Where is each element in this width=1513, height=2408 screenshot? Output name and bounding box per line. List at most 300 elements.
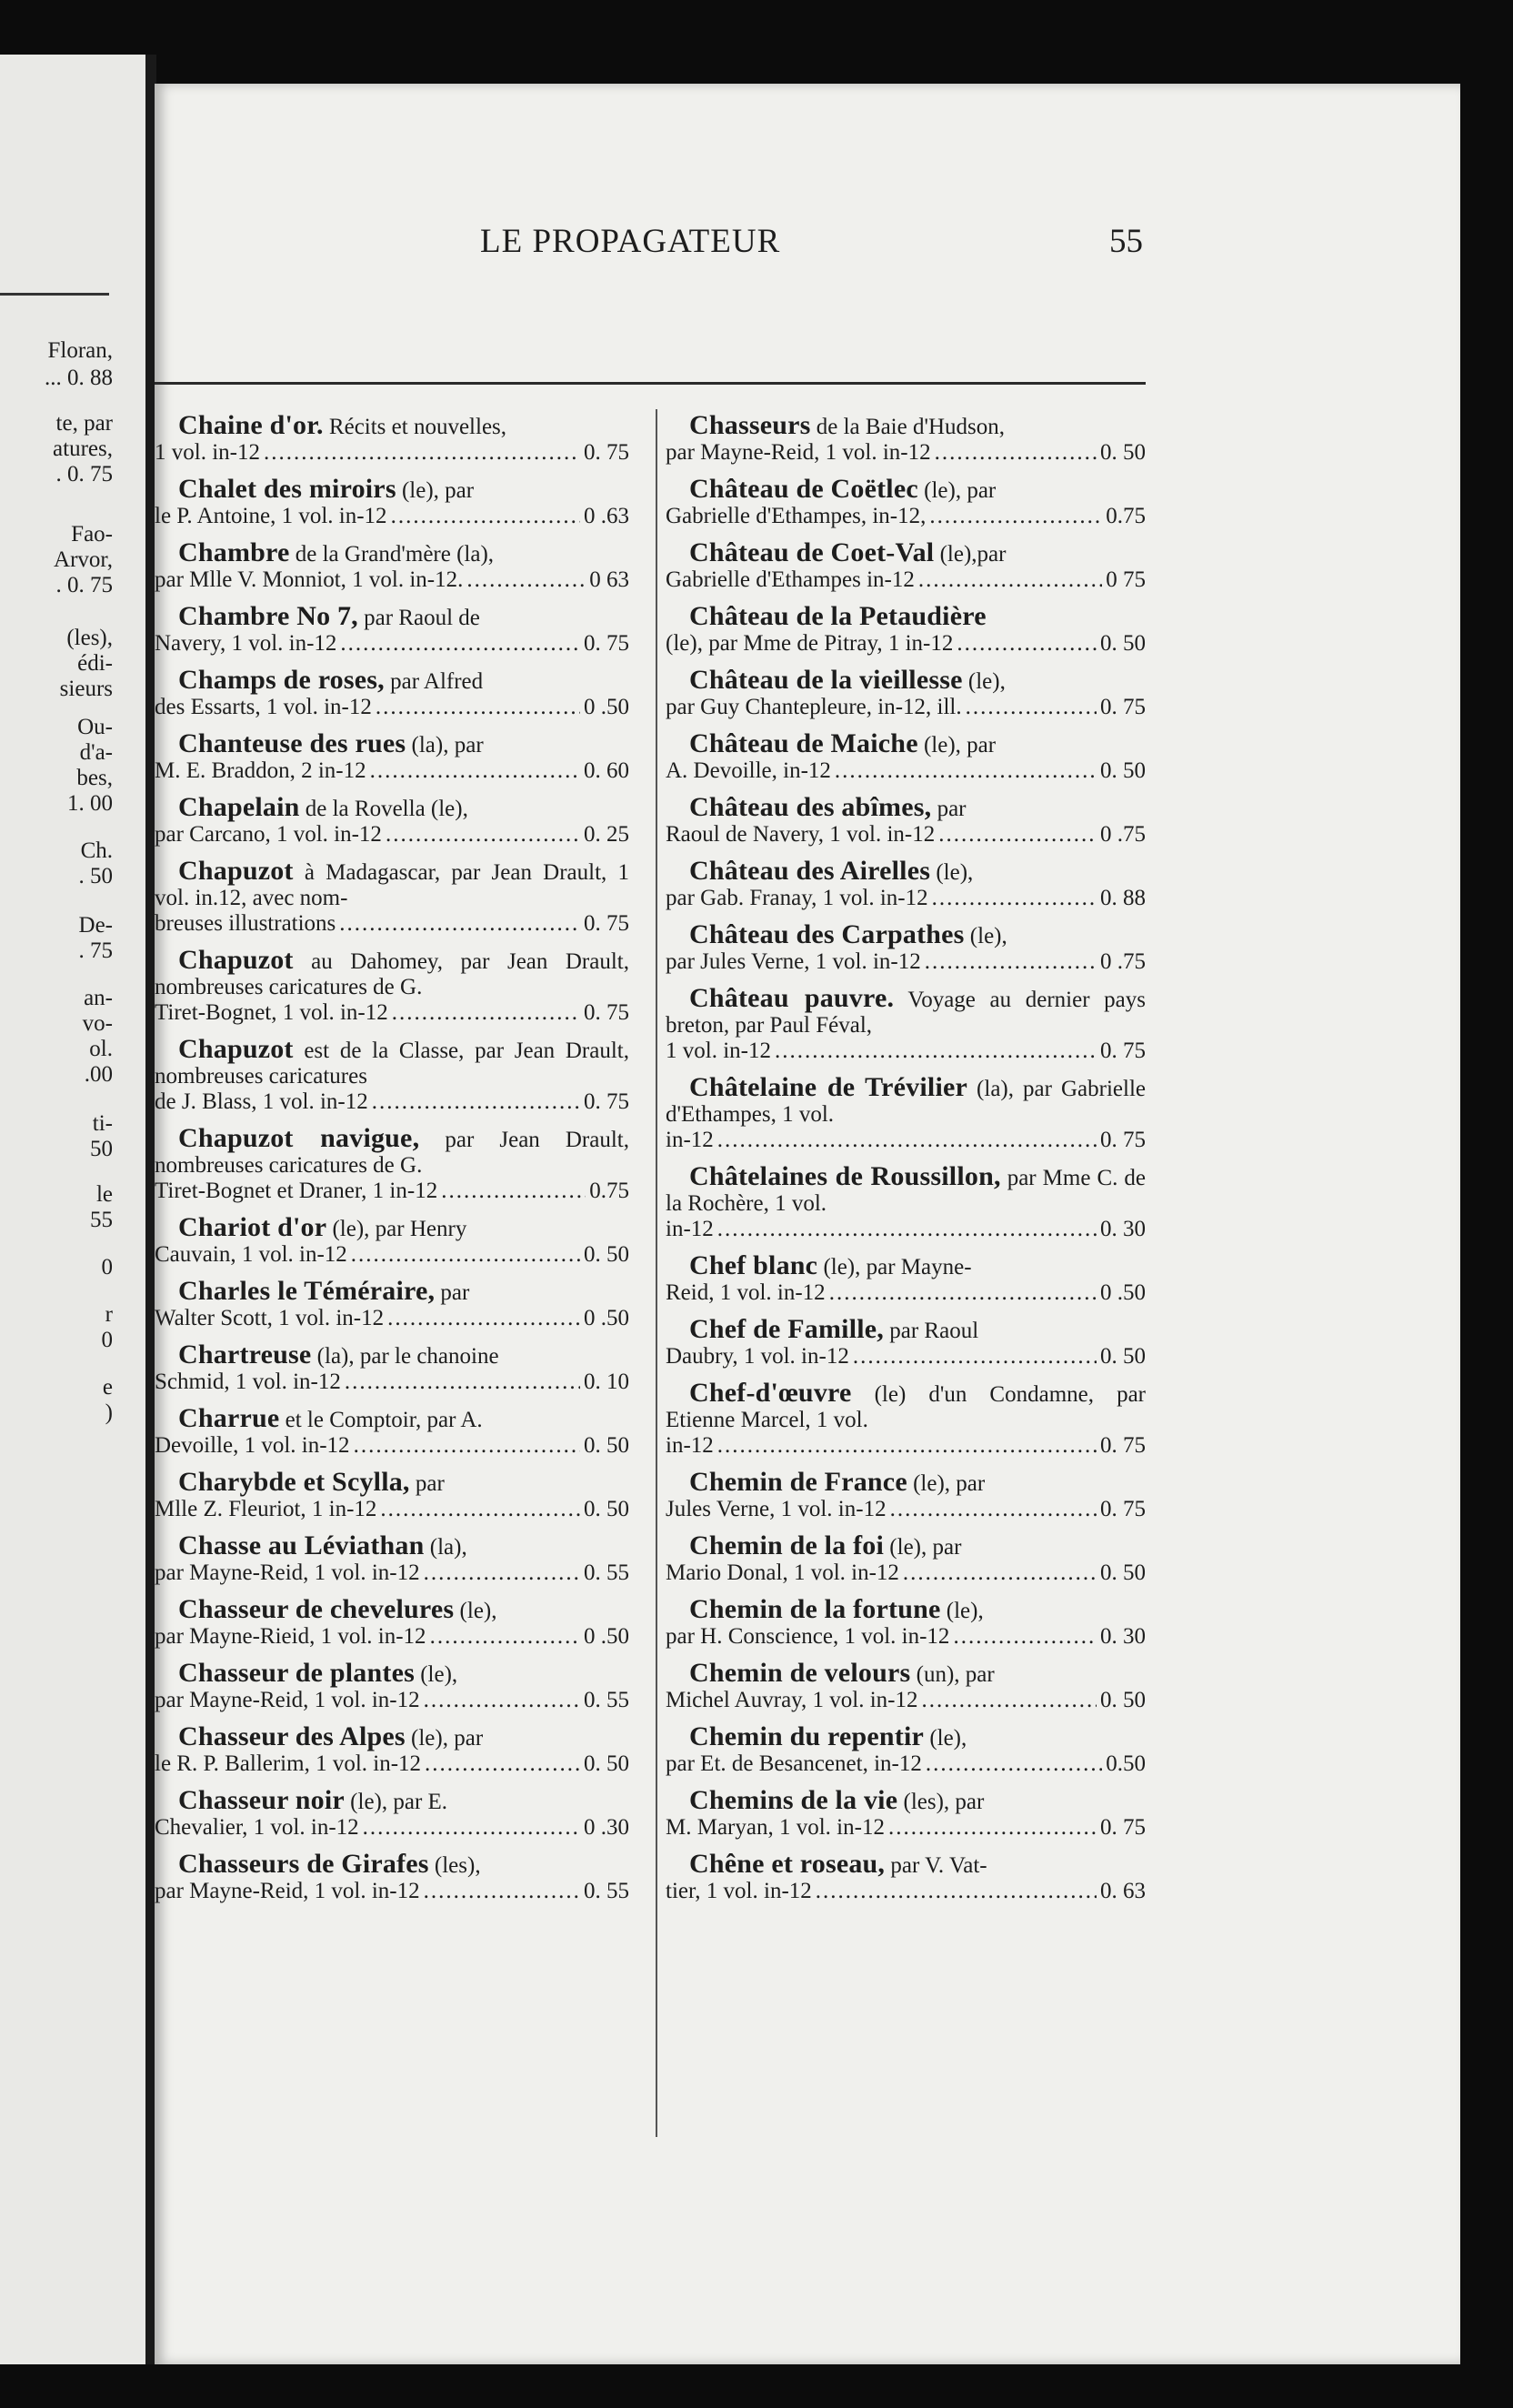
entry-description [155, 1123, 629, 1179]
entry-price-line [155, 1815, 629, 1841]
leader-dots [775, 1038, 1097, 1064]
entry-price: 0. 50 [1100, 440, 1146, 465]
catalog-entry [155, 601, 629, 657]
leader-dots [340, 631, 580, 657]
left-column [155, 410, 629, 1915]
leader-dots [264, 440, 580, 466]
entry-format: des Essarts, 1 vol. in-12 [155, 695, 372, 719]
entry-format: le R. P. Ballerim, 1 vol. in-12 [155, 1751, 422, 1776]
entry-title: Chasseur noir [178, 1785, 345, 1815]
entry-price: 0. 75 [1100, 695, 1146, 719]
facing-page-line: le [95, 1182, 113, 1207]
entry-description [155, 728, 629, 758]
entry-price: 0. 75 [1100, 1497, 1146, 1521]
entry-description [155, 1851, 629, 1879]
catalog-entry [155, 1467, 629, 1522]
leader-dots [376, 695, 580, 720]
entry-price-line [155, 1000, 629, 1026]
entry-title: Chapelain [178, 792, 300, 822]
leader-dots [829, 1280, 1097, 1306]
entry-price-line [666, 758, 1146, 784]
entry-title: Chasseur de chevelures [178, 1594, 455, 1624]
entry-format: par H. Conscience, 1 vol. in-12 [666, 1624, 950, 1649]
entry-price-line [666, 631, 1146, 657]
entry-price-line [666, 1128, 1146, 1153]
facing-page-line: . 75 [78, 938, 113, 963]
entry-price-line [666, 1688, 1146, 1713]
catalog-entry [666, 601, 1146, 657]
leader-dots [441, 1179, 586, 1204]
entry-description [155, 945, 629, 1000]
entry-title: Chapuzot navigue, [178, 1123, 420, 1153]
catalog-entry [155, 1530, 629, 1586]
facing-page-line: 0 [101, 1328, 113, 1352]
entry-price: 0. 75 [1100, 1128, 1146, 1152]
entry-details: (le), [964, 924, 1007, 948]
leader-dots [835, 758, 1097, 784]
entry-price-line [155, 1242, 629, 1268]
leader-dots [903, 1560, 1097, 1586]
entry-format: par Mayne-Reid, 1 vol. in-12 [155, 1688, 420, 1712]
entry-price-line [155, 822, 629, 848]
entry-price: 0. 50 [584, 1497, 629, 1521]
entry-details: (le), par [917, 733, 997, 758]
entry-title: Chemins de la vie [689, 1785, 898, 1815]
entry-title: Chef-d'œuvre [689, 1378, 852, 1408]
entry-details: de la Grand'mère (la), [289, 542, 495, 567]
entry-price: 0. 50 [1100, 1344, 1146, 1369]
entry-title: Charrue [178, 1403, 280, 1433]
entry-details: (la), [424, 1535, 467, 1560]
entry-description [666, 1721, 1146, 1751]
entry-price-line [155, 1370, 629, 1395]
facing-page-line: 50 [90, 1137, 113, 1161]
entry-price: 0 .75 [1100, 822, 1146, 847]
entry-details: par [435, 1280, 470, 1305]
entry-title: Chapuzot [178, 856, 294, 886]
entry-details: (le), par Mayne- [817, 1255, 972, 1279]
leader-dots [717, 1433, 1097, 1459]
entry-details: par V. Vat- [885, 1853, 987, 1878]
catalog-entry [666, 1785, 1146, 1841]
entry-description [666, 410, 1146, 440]
facing-page-fragment [0, 55, 145, 2364]
leader-dots [816, 1879, 1097, 1904]
entry-title: Chapuzot [178, 1034, 294, 1064]
entry-price-line [155, 758, 629, 784]
entry-format: Schmid, 1 vol. in-12 [155, 1370, 341, 1394]
facing-page-line: d'a- [79, 740, 113, 765]
leader-dots [717, 1217, 1097, 1242]
facing-page-line: r [105, 1302, 113, 1327]
right-column [666, 410, 1146, 1915]
entry-format: le P. Antoine, 1 vol. in-12 [155, 504, 387, 528]
leader-dots [430, 1624, 580, 1650]
entry-price: 0 75 [1106, 567, 1146, 592]
entry-price-line [666, 1433, 1146, 1459]
entry-price: 0 .30 [584, 1815, 629, 1840]
entry-format: Mlle Z. Fleuriot, 1 in-12 [155, 1497, 377, 1521]
entry-details: par [409, 1471, 445, 1496]
entry-details: (le), [940, 1599, 984, 1623]
entry-price-line [155, 1497, 629, 1522]
entry-details: par Alfred [384, 669, 484, 694]
catalog-entry [155, 728, 629, 784]
entry-description [666, 1594, 1146, 1624]
entry-details: est de la Classe, par Jean Drault, nombreuses caricatures [155, 1038, 629, 1089]
facing-page-line: édi- [77, 651, 113, 676]
entry-title: Chartreuse [178, 1339, 312, 1370]
entry-title: Chalet des miroirs [178, 474, 396, 504]
entry-description [155, 1034, 629, 1089]
entry-price-line [155, 695, 629, 720]
entry-format: A. Devoille, in-12 [666, 758, 831, 783]
facing-page-line: Arvor, [54, 547, 113, 572]
facing-page-line: Ou- [77, 715, 113, 739]
facing-page-line: 0 [101, 1255, 113, 1279]
entry-price-line [155, 1688, 629, 1713]
entry-description [155, 1721, 629, 1751]
facing-page-line: e [102, 1375, 113, 1400]
entry-format: breuses illustrations [155, 911, 336, 936]
leader-dots [424, 1879, 580, 1904]
entry-details: par Jean Drault, nombreuses caricatures de G. [155, 1128, 629, 1178]
entry-format: Raoul de Navery, 1 vol. in-12 [666, 822, 936, 847]
entry-title: Château des abîmes, [689, 792, 932, 822]
entry-price: 0. 75 [1100, 1815, 1146, 1840]
entry-price-line [155, 631, 629, 657]
entry-price: 0. 50 [1100, 1560, 1146, 1585]
entry-details: par Raoul [884, 1319, 979, 1343]
entry-title: Chemin de la foi [689, 1530, 885, 1560]
entry-price-line [155, 1089, 629, 1115]
entry-details: (les), [428, 1853, 481, 1878]
entry-price-line [666, 440, 1146, 466]
catalog-entry [155, 1034, 629, 1115]
entry-price: 0.75 [589, 1179, 629, 1203]
entry-price-line [666, 1815, 1146, 1841]
catalog-entry [666, 1658, 1146, 1713]
entry-price: 0 .50 [584, 1306, 629, 1330]
entry-title: Châtelaine de Trévilier [689, 1072, 968, 1102]
entry-price: 0. 63 [1100, 1879, 1146, 1903]
facing-page-line: . 0. 75 [55, 573, 113, 597]
entry-title: Chêne et roseau, [689, 1849, 886, 1879]
entry-description [155, 601, 629, 631]
entry-price: 0 .75 [1100, 949, 1146, 974]
entry-description [155, 792, 629, 822]
entry-price-line [155, 911, 629, 937]
entry-details: de la Rovella (le), [299, 797, 468, 821]
entry-format: de J. Blass, 1 vol. in-12 [155, 1089, 368, 1114]
leader-dots [363, 1815, 580, 1841]
entry-details: (la), par [406, 733, 484, 758]
entry-title: Chaine d'or. [178, 410, 324, 440]
entry-description [155, 474, 629, 504]
entry-price-line [666, 1624, 1146, 1650]
facing-page-line: Ch. [80, 838, 113, 863]
entry-price-line [666, 1879, 1146, 1904]
facing-page-line: te, par [55, 411, 113, 436]
entry-details: à Madagascar, par Jean Drault, 1 vol. in.12, avec nom- [155, 860, 629, 910]
entry-description [666, 1250, 1146, 1280]
entry-format: Reid, 1 vol. in-12 [666, 1280, 826, 1305]
catalog-entry [155, 667, 629, 720]
leader-dots [370, 758, 580, 784]
entry-price-line [155, 1624, 629, 1650]
entry-format: Michel Auvray, 1 vol. in-12 [666, 1688, 918, 1712]
entry-price: 0 .50 [584, 1624, 629, 1649]
entry-description [155, 1212, 629, 1242]
catalog-entry [155, 1594, 629, 1650]
entry-format: Tiret-Bognet et Draner, 1 in-12 [155, 1179, 438, 1203]
facing-page-line: bes, [76, 766, 113, 790]
entry-title: Château de Coet-Val [689, 537, 935, 567]
entry-details: (le), [454, 1599, 497, 1623]
facing-page-line: ) [105, 1400, 113, 1425]
entry-format: par Mayne-Reid, 1 vol. in-12 [155, 1560, 420, 1585]
facing-page-line: atures, [53, 436, 113, 461]
facing-page-line: ol. [89, 1037, 113, 1061]
facing-page-line: sieurs [59, 677, 113, 701]
leader-dots [424, 1560, 580, 1586]
entry-price: 0. 30 [1100, 1624, 1146, 1649]
entry-details: (le), par [405, 1726, 484, 1751]
leader-dots [966, 695, 1097, 720]
entry-price-line [155, 440, 629, 466]
entry-title: Charybde et Scylla, [178, 1467, 410, 1497]
entry-description [666, 792, 1146, 822]
entry-title: Chemin de velours [689, 1658, 911, 1688]
leader-dots [386, 822, 580, 848]
entry-price: 0. 50 [1100, 758, 1146, 783]
entry-price-line [666, 822, 1146, 848]
catalog-entry [155, 410, 629, 466]
facing-page-line: 55 [90, 1208, 113, 1232]
catalog-entry [666, 1721, 1146, 1777]
catalog-entry [666, 474, 1146, 529]
catalog-entry [666, 1594, 1146, 1650]
leader-dots [339, 911, 580, 937]
entry-title: Châtelaines de Roussillon, [689, 1161, 1001, 1191]
entry-format: par Mayne-Rieid, 1 vol. in-12 [155, 1624, 426, 1649]
entry-description [666, 537, 1146, 567]
entry-price-line [666, 695, 1146, 720]
leader-dots [425, 1751, 580, 1777]
catalog-entry [155, 792, 629, 848]
catalog-entry [155, 1658, 629, 1713]
catalog-entry [666, 1851, 1146, 1904]
entry-format: Walter Scott, 1 vol. in-12 [155, 1306, 385, 1330]
entry-details: (la), par le chanoine [311, 1344, 499, 1369]
catalog-entry [155, 945, 629, 1026]
entry-format: Tiret-Bognet, 1 vol. in-12 [155, 1000, 388, 1025]
entry-format: par Gab. Franay, 1 vol. in-12 [666, 886, 928, 910]
catalog-entry [155, 1339, 629, 1395]
catalog-entry [666, 1530, 1146, 1586]
entry-price-line [155, 1433, 629, 1459]
entry-details: (le), [962, 669, 1006, 694]
entry-title: Chanteuse des rues [178, 728, 406, 758]
page-number: 55 [1109, 223, 1143, 260]
entry-format: in-12 [666, 1433, 714, 1458]
leader-dots [345, 1370, 580, 1395]
entry-price: 0. 50 [584, 1433, 629, 1458]
leader-dots [853, 1344, 1097, 1370]
entry-price: 0. 30 [1100, 1217, 1146, 1241]
entry-description [155, 667, 629, 695]
entry-price: 0. 75 [584, 1000, 629, 1025]
entry-price-line [666, 949, 1146, 975]
entry-title: Château pauvre. [689, 983, 895, 1013]
entry-price: 0. 88 [1100, 886, 1146, 910]
entry-details: (un), par [910, 1662, 995, 1687]
entry-format: in-12 [666, 1128, 714, 1152]
catalog-entry [155, 1721, 629, 1777]
entry-price: 0. 75 [1100, 1433, 1146, 1458]
entry-description [666, 1380, 1146, 1433]
entry-description [666, 474, 1146, 504]
catalog-entry [155, 858, 629, 937]
entry-price: 0.50 [1106, 1751, 1146, 1776]
leader-dots [953, 1624, 1097, 1650]
entry-price-line [155, 1879, 629, 1904]
entry-description [155, 1276, 629, 1306]
leader-dots [922, 1688, 1097, 1713]
entry-details: par Raoul de [357, 606, 480, 630]
entry-title: Chemin du repentir [689, 1721, 925, 1751]
entry-price-line [666, 1344, 1146, 1370]
entry-description [155, 1658, 629, 1688]
entry-description [155, 410, 629, 440]
catalog-entry [155, 1851, 629, 1904]
leader-dots [926, 1751, 1102, 1777]
entry-details: (le) d'un Condamne, par Etienne Marcel, 1 vol. [666, 1382, 1146, 1432]
entry-details: par [931, 797, 967, 821]
entry-price: 0.75 [1106, 504, 1146, 528]
leader-dots [717, 1128, 1097, 1153]
leader-dots [424, 1688, 580, 1713]
facing-page-line: 1. 00 [67, 791, 113, 816]
catalog-entry [666, 667, 1146, 720]
entry-description [666, 1658, 1146, 1688]
entry-title: Charles le Téméraire, [178, 1276, 436, 1306]
entry-format: M. E. Braddon, 2 in-12 [155, 758, 366, 783]
catalog-entry [155, 537, 629, 593]
page-title: LE PROPAGATEUR [480, 223, 781, 260]
entry-price-line [666, 567, 1146, 593]
entry-title: Chef de Famille, [689, 1314, 884, 1344]
catalog-entry [666, 792, 1146, 848]
entry-title: Champs de roses, [178, 665, 385, 695]
entry-title: Chasseur de plantes [178, 1658, 415, 1688]
entry-price-line [155, 1179, 629, 1204]
catalog-entry [155, 1403, 629, 1459]
entry-format: 1 vol. in-12 [155, 440, 260, 465]
entry-price: 0 .63 [584, 504, 629, 528]
catalog-entry [666, 1161, 1146, 1242]
entry-price: 0. 55 [584, 1688, 629, 1712]
entry-description [666, 1314, 1146, 1344]
catalog-entry [666, 919, 1146, 975]
entry-title: Chambre No 7, [178, 601, 358, 631]
leader-dots [351, 1242, 580, 1268]
entry-price: 0. 75 [584, 911, 629, 936]
entry-description [666, 1530, 1146, 1560]
entry-price-line [666, 1217, 1146, 1242]
entry-title: Chef blanc [689, 1250, 818, 1280]
entry-format: par Mlle V. Monniot, 1 vol. in-12. [155, 567, 464, 592]
catalog-entry [666, 1250, 1146, 1306]
facing-page-line: an- [84, 986, 113, 1010]
catalog-entry [666, 1072, 1146, 1153]
leader-dots [380, 1497, 580, 1522]
entry-price: 0. 55 [584, 1879, 629, 1903]
catalog-entry [666, 410, 1146, 466]
entry-price: 0. 75 [584, 1089, 629, 1114]
entry-price: 0. 50 [584, 1751, 629, 1776]
entry-price: 0. 10 [584, 1370, 629, 1394]
entry-price-line [666, 504, 1146, 529]
entry-description [666, 667, 1146, 695]
entry-description [666, 1467, 1146, 1497]
catalog-entry [666, 858, 1146, 911]
entry-details: (le), [414, 1662, 458, 1687]
entry-description [155, 1467, 629, 1497]
entry-format: (le), par Mme de Pitray, 1 in-12 [666, 631, 954, 656]
entry-title: Chasse au Léviathan [178, 1530, 425, 1560]
entry-format: par Mayne-Reid, 1 vol. in-12 [155, 1879, 420, 1903]
entry-price: 0. 50 [584, 1242, 629, 1267]
catalog-entry [666, 983, 1146, 1064]
entry-price-line [666, 1560, 1146, 1586]
entry-details: et le Comptoir, par A. [279, 1408, 483, 1432]
leader-dots [935, 440, 1097, 466]
entry-description [666, 1851, 1146, 1879]
entry-title: Chasseurs [689, 410, 811, 440]
catalog-entry [666, 1467, 1146, 1522]
entry-price: 0 .50 [584, 695, 629, 719]
entry-price: 0. 50 [1100, 1688, 1146, 1712]
entry-details: au Dahomey, par Jean Drault, nombreuses caricatures de G. [155, 949, 629, 999]
entry-format: Daubry, 1 vol. in-12 [666, 1344, 849, 1369]
facing-page-line: (les), [66, 626, 113, 650]
entry-price-line [666, 886, 1146, 911]
entry-price: 0. 50 [1100, 631, 1146, 656]
catalog-entry [155, 1785, 629, 1841]
entry-title: Château de la vieillesse [689, 665, 963, 695]
entry-format: Jules Verne, 1 vol. in-12 [666, 1497, 887, 1521]
leader-dots [888, 1815, 1097, 1841]
facing-page-line: . 0. 75 [55, 462, 113, 487]
entry-title: Château de la Petaudière [689, 601, 987, 631]
entry-description [666, 858, 1146, 886]
entry-format: Gabrielle d'Ethampes, in-12, [666, 504, 927, 528]
entry-format: par Guy Chantepleure, in-12, ill. [666, 695, 962, 719]
facing-page-line: vo- [82, 1011, 113, 1036]
entry-price: 0 63 [589, 567, 629, 592]
entry-price-line [666, 1280, 1146, 1306]
entry-format: 1 vol. in-12 [666, 1038, 771, 1063]
entry-details: (le), [930, 860, 974, 885]
entry-title: Chapuzot [178, 945, 294, 975]
entry-details: (le), par [884, 1535, 962, 1560]
entry-details: (les), par [897, 1790, 985, 1814]
entry-details: (la), par Gabrielle d'Ethampes, 1 vol. [666, 1077, 1146, 1127]
entry-title: Château des Carpathes [689, 919, 965, 949]
facing-page-line: De- [78, 913, 113, 938]
entry-title: Château de Maiche [689, 728, 918, 758]
